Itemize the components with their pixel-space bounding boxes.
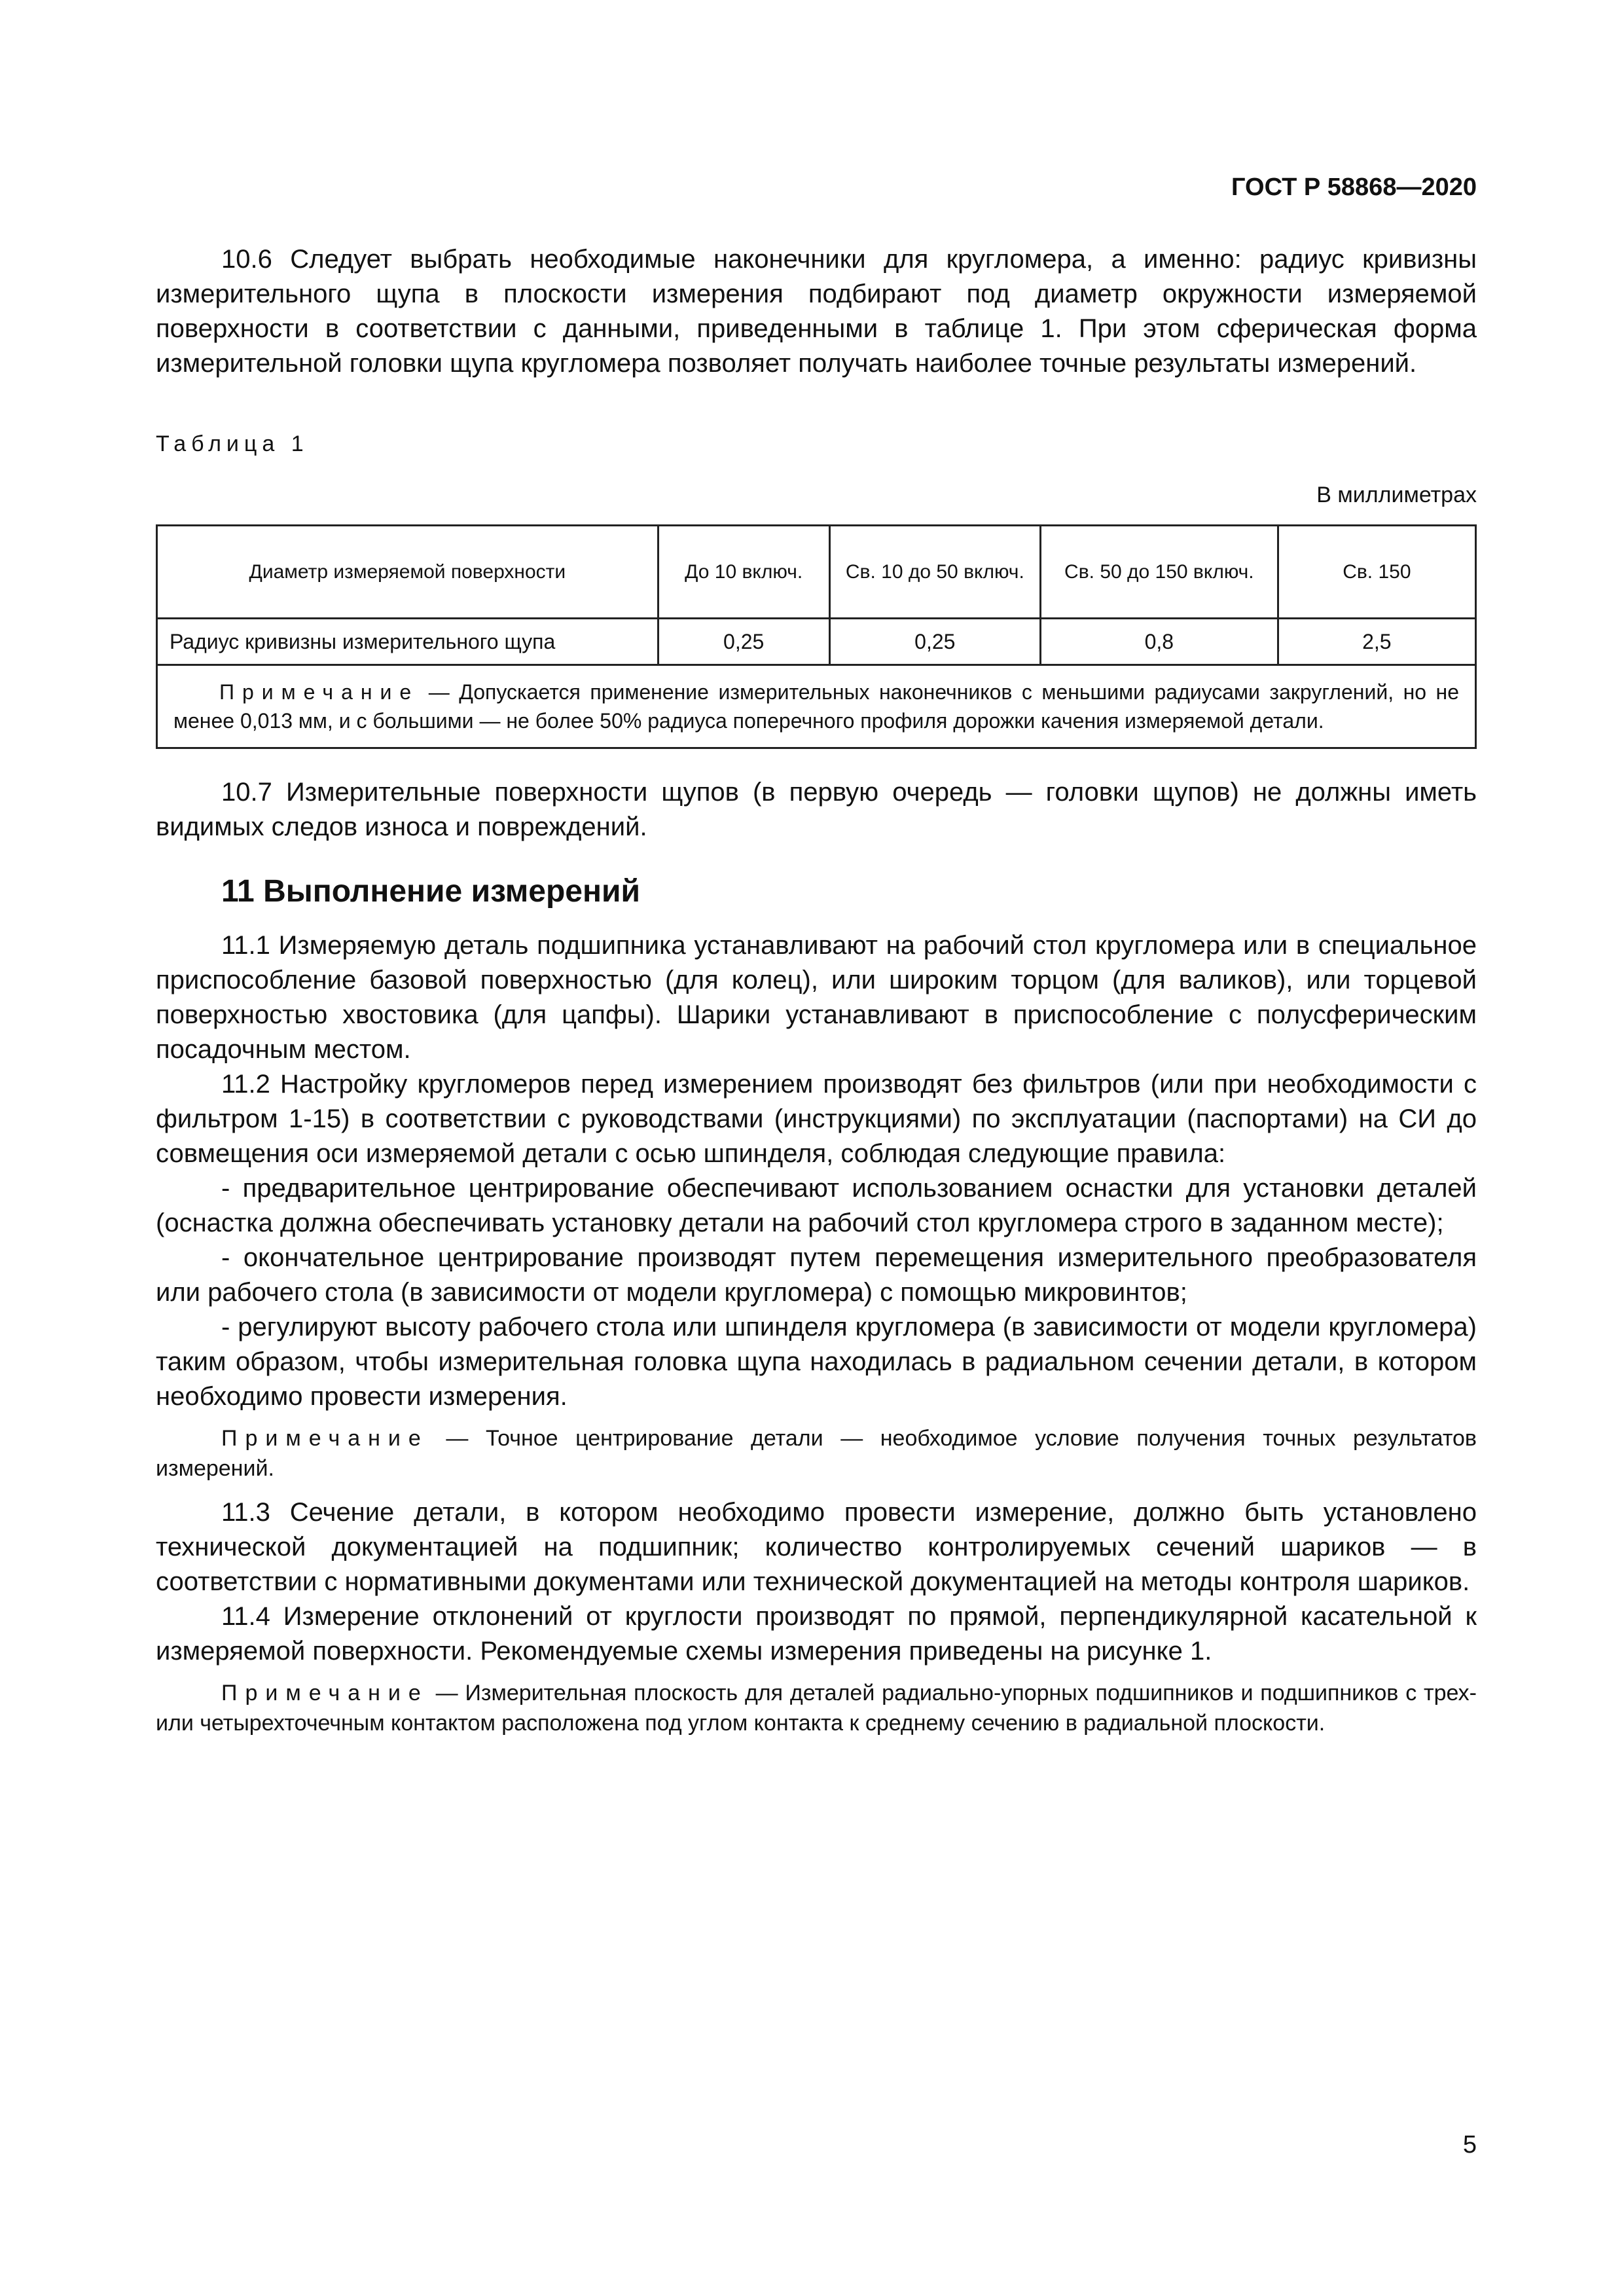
cell-value: 0,25	[829, 619, 1040, 665]
note-label: Примечание	[219, 680, 420, 704]
note-text: — Измерительная плоскость для деталей радиально-упорных подшипников и подшипников с трех- или четырехточечным контактом расположена под углом контакта к среднему сечению в радиальной плоскости.	[156, 1681, 1477, 1736]
header-cell: Св. 150	[1278, 526, 1475, 619]
cell-value: 2,5	[1278, 619, 1475, 665]
note-text: — Допускается применение измерительных наконечников с меньшими радиусами закруглений, но не менее 0,013 мм, и с большими — не более 50% радиуса поперечного профиля дорожки качения измеряемой детали.	[173, 680, 1460, 733]
header-cell: Св. 10 до 50 включ.	[829, 526, 1040, 619]
paragraph-10-6: 10.6 Следует выбрать необходимые наконечники для кругломера, а именно: радиус кривизны измерительного щупа в плоскости измерения подбирают под диаметр окружности измеряемой поверхности в соответствии с данными, приведенными в таблице 1. При этом сферическая форма измерительной головки щупа кругломера позволяет получать наиболее точные результаты измерений.	[156, 245, 1477, 378]
note-label: Примечание	[221, 1426, 429, 1451]
list-item: - окончательное центрирование производят путем перемещения измерительного преобразователя или рабочего стола (в зависимости от модели кругломера) с помощью микровинтов;	[156, 1243, 1477, 1307]
row-label: Радиус кривизны измерительного щупа	[157, 619, 659, 665]
page-body	[156, 242, 1477, 1738]
paragraph-10-7: 10.7 Измерительные поверхности щупов (в первую очередь — головки щупов) не должны иметь видимых следов износа и повреждений.	[156, 778, 1477, 841]
page-number: 5	[1462, 2131, 1477, 2159]
paragraph-11-4: 11.4 Измерение отклонений от круглости производят по прямой, перпендикулярной касательной к измеряемой поверхности. Рекомендуемые схемы измерения приведены на рисунке 1.	[156, 1602, 1477, 1666]
list-item: - регулируют высоту рабочего стола или шпинделя кругломера (в зависимости от модели кругломера) таким образом, чтобы измерительная головка щупа находилась в радиальном сечении детали, в котором необходимо провести измерения.	[156, 1313, 1477, 1411]
table-label: Таблица 1	[156, 431, 309, 456]
paragraph-11-1: 11.1 Измеряемую деталь подшипника устанавливают на рабочий стол кругломера или в специальное приспособление базовой поверхностью (для колец), или широким торцом (для валиков), или торцевой поверхностью хвостовика (для цапфы). Шарики устанавливают в приспособление с полусферическим посадочным местом.	[156, 931, 1477, 1064]
table-header-row	[157, 526, 1476, 619]
header-cell: Св. 50 до 150 включ.	[1041, 526, 1278, 619]
table-unit: В миллиметрах	[1316, 483, 1477, 507]
table-note-row	[157, 665, 1476, 748]
document-header: ГОСТ Р 58868—2020	[1231, 173, 1477, 201]
note-1	[156, 1423, 1477, 1484]
list-item: - предварительное центрирование обеспечивают использованием оснастки для установки деталей (оснастка должна обеспечивать установку детали на рабочий стол кругломера строго в заданном месте);	[156, 1174, 1477, 1237]
cell-value: 0,8	[1041, 619, 1278, 665]
table-note	[157, 665, 1476, 748]
table-row	[157, 619, 1476, 665]
paragraph-11-3: 11.3 Сечение детали, в котором необходимо провести измерение, должно быть установлено технической документацией на подшипник; количество контролируемых сечений шариков — в соответствии с нормативными документами или технической документацией на методы контроля шариков.	[156, 1498, 1477, 1596]
section-heading: 11 Выполнение измерений	[221, 874, 640, 909]
header-cell: До 10 включ.	[658, 526, 829, 619]
note-label: Примечание	[221, 1681, 429, 1705]
note-2	[156, 1678, 1477, 1738]
cell-value: 0,25	[658, 619, 829, 665]
header-cell: Диаметр измеряемой поверхности	[157, 526, 659, 619]
paragraph-11-2: 11.2 Настройку кругломеров перед измерением производят без фильтров (или при необходимости с фильтром 1-15) в соответствии с руководствами (инструкциями) по эксплуатации (паспортами) на СИ до совмещения оси измеряемой детали с осью шпинделя, соблюдая следующие правила:	[156, 1070, 1477, 1168]
table-1	[156, 524, 1477, 749]
note-text: — Точное центрирование детали — необходимое условие получения точных результатов измерений.	[156, 1426, 1477, 1481]
